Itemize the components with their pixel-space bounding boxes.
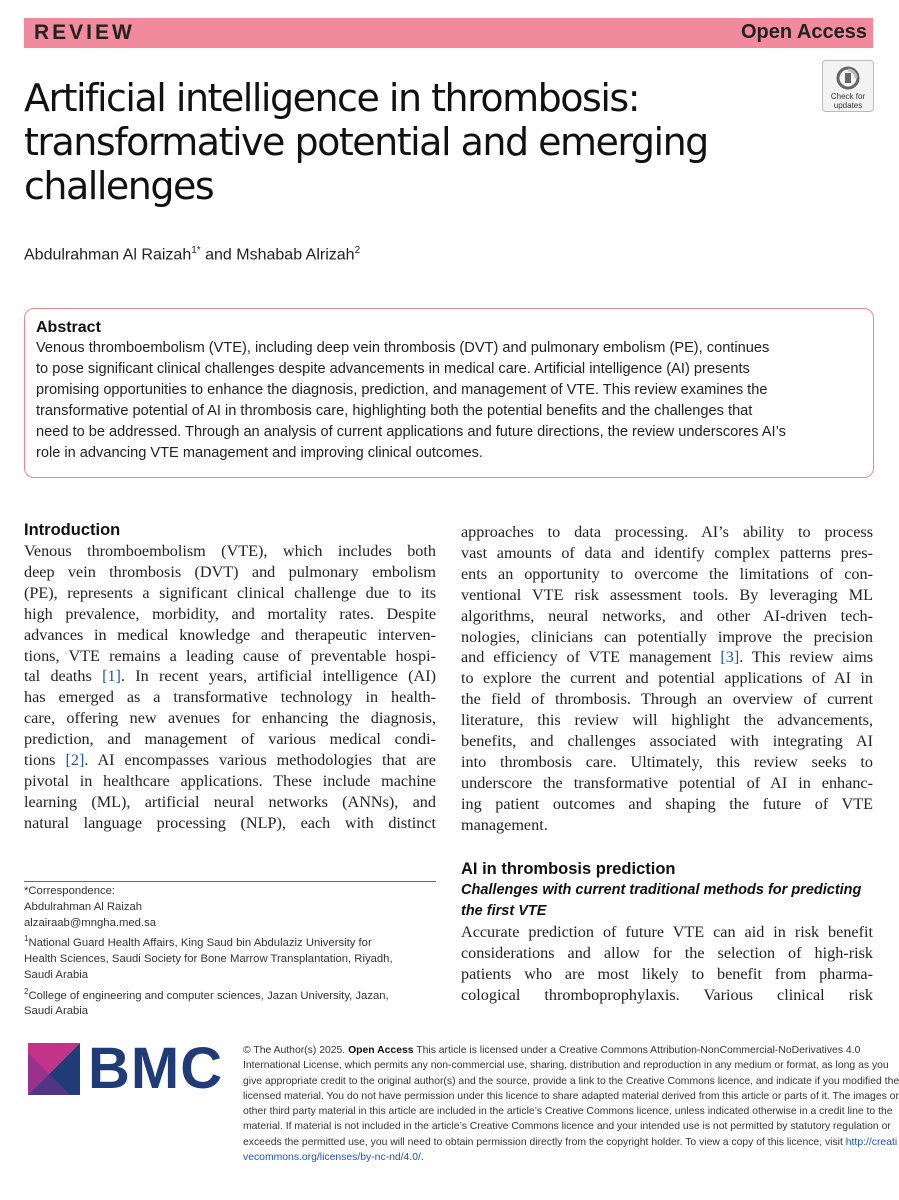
- body-line: into thrombosis care. Ultimately, this review seeks to: [461, 752, 873, 771]
- author-affiliation-marker[interactable]: 2: [354, 245, 361, 256]
- paper-title: [24, 76, 804, 208]
- section-heading: AI in thrombosis prediction: [461, 860, 676, 878]
- affiliation-line: $^1$National Guard Health Affairs, King Saud bin Abdulaziz University for: [24, 934, 372, 950]
- license-url-link[interactable]: vecommons.org/licenses/by-nc-nd/4.0/: [243, 1152, 421, 1164]
- check-for-updates-button[interactable]: [822, 60, 874, 112]
- abstract-line: role in advancing VTE management and improving clinical outcomes.: [36, 445, 483, 461]
- body-line: Venous thromboembolism (VTE), which includes both: [24, 542, 436, 560]
- abstract-text: [36, 338, 862, 464]
- bmc-logo: [28, 1036, 224, 1101]
- bmc-logo-mark-icon: [28, 1043, 80, 1095]
- body-line: (PE), represents a significant clinical challenge due to its: [24, 583, 436, 602]
- body-line: ing patient outcomes and shaping the future of VTE: [461, 794, 873, 813]
- affiliation-line: Saudi Arabia: [24, 968, 89, 981]
- author-list: [24, 245, 360, 264]
- body-line: vast amounts of data and identify complex patterns pres-: [461, 543, 873, 562]
- body-line: patients who are most likely to benefit from pharma-: [461, 964, 873, 983]
- license-line: International License, which permits any non-commercial use, sharing, distribution and reproduction in any medium or format, as long as you: [243, 1060, 889, 1072]
- body-line: literature, this review will highlight the advancements,: [461, 711, 873, 730]
- body-line: advances in medical knowledge and therapeutic interven-: [24, 625, 436, 644]
- citation-link[interactable]: [3]: [720, 648, 740, 667]
- body-line: learning (ML), artificial neural networks (ANNs), and: [24, 792, 436, 811]
- introduction-section: [24, 520, 436, 834]
- body-line: has emerged as a transformative technology in health-: [24, 688, 436, 707]
- header-bar: [24, 18, 873, 48]
- license-line: licensed material. You do not have permission under this licence to share adapted material derived from this article or parts of it. The images or: [243, 1090, 899, 1102]
- abstract-heading: Abstract: [36, 319, 101, 336]
- correspondence-email-link[interactable]: alzairaab@mngha.med.sa: [24, 916, 157, 929]
- open-access-label: Open Access: [741, 21, 867, 43]
- abstract-line: to pose significant clinical challenges despite advancements in medical care. Artificial intelligence (AI) presents: [36, 361, 750, 377]
- body-line: care, offering new avenues for enhancing the diagnosis,: [24, 709, 436, 728]
- license-line: give appropriate credit to the original author(s) and the source, provide a link to the Creative Commons licence, and indicate if you modified the: [243, 1075, 899, 1087]
- body-line: management.: [461, 815, 548, 834]
- license-url-link[interactable]: http://creati: [845, 1136, 898, 1148]
- abstract-line: need to be addressed. Through an analysis of current applications and future directions, the review underscores AI’s: [36, 424, 786, 440]
- license-line: material. If material is not included in the article’s Creative Commons licence and your intended use is not permitted by statutory regulation or: [243, 1121, 891, 1133]
- body-line: deep vein thrombosis (DVT) and pulmonary embolism: [24, 562, 436, 581]
- body-line: high prevalence, morbidity, and mortality rates. Despite: [24, 604, 436, 623]
- body-line: to explore the current and potential applications of AI in: [461, 669, 873, 688]
- body-line: tions, VTE remains a leading cause of preventable hospi-: [24, 646, 436, 665]
- correspondence-name: Abdulrahman Al Raizah: [24, 900, 143, 913]
- license-line: other third party material in this article are included in the article’s Creative Commons licence, unless indicated otherwise in a credit line to the: [243, 1106, 893, 1118]
- body-line: tions [2]. AI encompasses various methodologies that are: [24, 751, 436, 770]
- section-label: REVIEW: [34, 21, 135, 44]
- title-line: challenges: [24, 164, 214, 208]
- license-text: [243, 1043, 899, 1165]
- subsection-heading-line: the first VTE: [461, 903, 547, 919]
- abstract-line: transformative potential of AI in thrombosis care, highlighting both the potential benefits and the challenges that: [36, 403, 753, 419]
- license-line: © The Author(s) 2025. Open Access This article is licensed under a Creative Commons Attribution-NonCommercial-NoDerivatives 4.0: [243, 1045, 861, 1056]
- body-line: Accurate prediction of future VTE can aid in risk benefit: [461, 923, 873, 941]
- author-name: Abdulrahman Al Raizah: [24, 246, 192, 264]
- body-line: prediction, and management of various medical condi-: [24, 730, 436, 749]
- citation-link[interactable]: [2]: [65, 751, 85, 770]
- body-line: algorithms, neural networks, and other AI-driven tech-: [461, 606, 873, 625]
- subsection-heading-line: Challenges with current traditional methods for predicting: [461, 882, 862, 898]
- body-line: the field of thrombosis. Through an overview of current: [461, 690, 873, 709]
- license-line: exceeds the permitted use, you will need to obtain permission directly from the copyright holder. To view a copy of this licence, visit http://creati: [243, 1136, 898, 1148]
- author-affiliation-marker[interactable]: 1*: [191, 245, 201, 256]
- author-separator: and: [200, 246, 237, 264]
- introduction-heading: Introduction: [24, 521, 121, 539]
- footnote-divider: [24, 881, 436, 882]
- abstract-line: Venous thromboembolism (VTE), including deep vein thrombosis (DVT) and pulmonary embolism (PE), continues: [36, 340, 770, 356]
- prediction-section: [461, 859, 873, 1006]
- check-updates-line1: Check for: [830, 92, 866, 101]
- correspondence-label: *Correspondence:: [24, 885, 116, 897]
- affiliation-line: Health Sciences, Saudi Society for Bone Marrow Transplantation, Riyadh,: [24, 952, 393, 965]
- body-line: approaches to data processing. AI’s ability to process: [461, 523, 873, 541]
- body-line: and efficiency of VTE management [3]. This review aims: [461, 648, 874, 667]
- bmc-logo-text: BMC: [88, 1036, 224, 1101]
- affiliation-marker: 2: [24, 986, 29, 996]
- abstract-box: [24, 308, 874, 478]
- abstract-line: promising opportunities to enhance the diagnosis, prediction, and management of VTE. This review examines the: [36, 382, 768, 398]
- body-line: pivotal in healthcare applications. These include machine: [24, 771, 436, 790]
- body-line: benefits, and challenges associated with integrating AI: [461, 732, 873, 751]
- body-line: tal deaths [1]. In recent years, artificial intelligence (AI): [24, 667, 436, 686]
- correspondence-block: [24, 884, 436, 1020]
- affiliation-line: $^2$College of engineering and computer sciences, Jazan University, Jazan,: [24, 986, 389, 1002]
- license-line: vecommons.org/licenses/by-nc-nd/4.0/.: [243, 1152, 424, 1164]
- body-line: nologies, clinicians can potentially improve the precision: [461, 627, 873, 646]
- title-line: Artificial intelligence in thrombosis:: [24, 76, 639, 120]
- body-line: natural language processing (NLP), each with distinct: [24, 813, 436, 832]
- open-access-bold: Open Access: [348, 1045, 414, 1056]
- body-line: cological thromboprophylaxis. Various clinical risk: [461, 985, 873, 1004]
- check-updates-line2: updates: [833, 101, 863, 110]
- citation-link[interactable]: [1]: [102, 667, 121, 686]
- affiliation-line: Saudi Arabia: [24, 1005, 89, 1018]
- affiliation-marker: 1: [24, 934, 29, 944]
- check-updates-icon: [836, 66, 860, 90]
- body-line: ventional VTE risk assessment tools. By leveraging ML: [461, 585, 873, 604]
- body-line: underscore the transformative potential of AI in enhanc-: [461, 773, 873, 792]
- author-name: Mshabab Alrizah: [236, 246, 355, 264]
- title-line: transformative potential and emerging: [24, 120, 708, 164]
- body-line: considerations and allow for the selection of high-risk: [461, 943, 873, 962]
- introduction-continued: [461, 522, 873, 836]
- body-line: ents an opportunity to overcome the limitations of con-: [461, 564, 873, 583]
